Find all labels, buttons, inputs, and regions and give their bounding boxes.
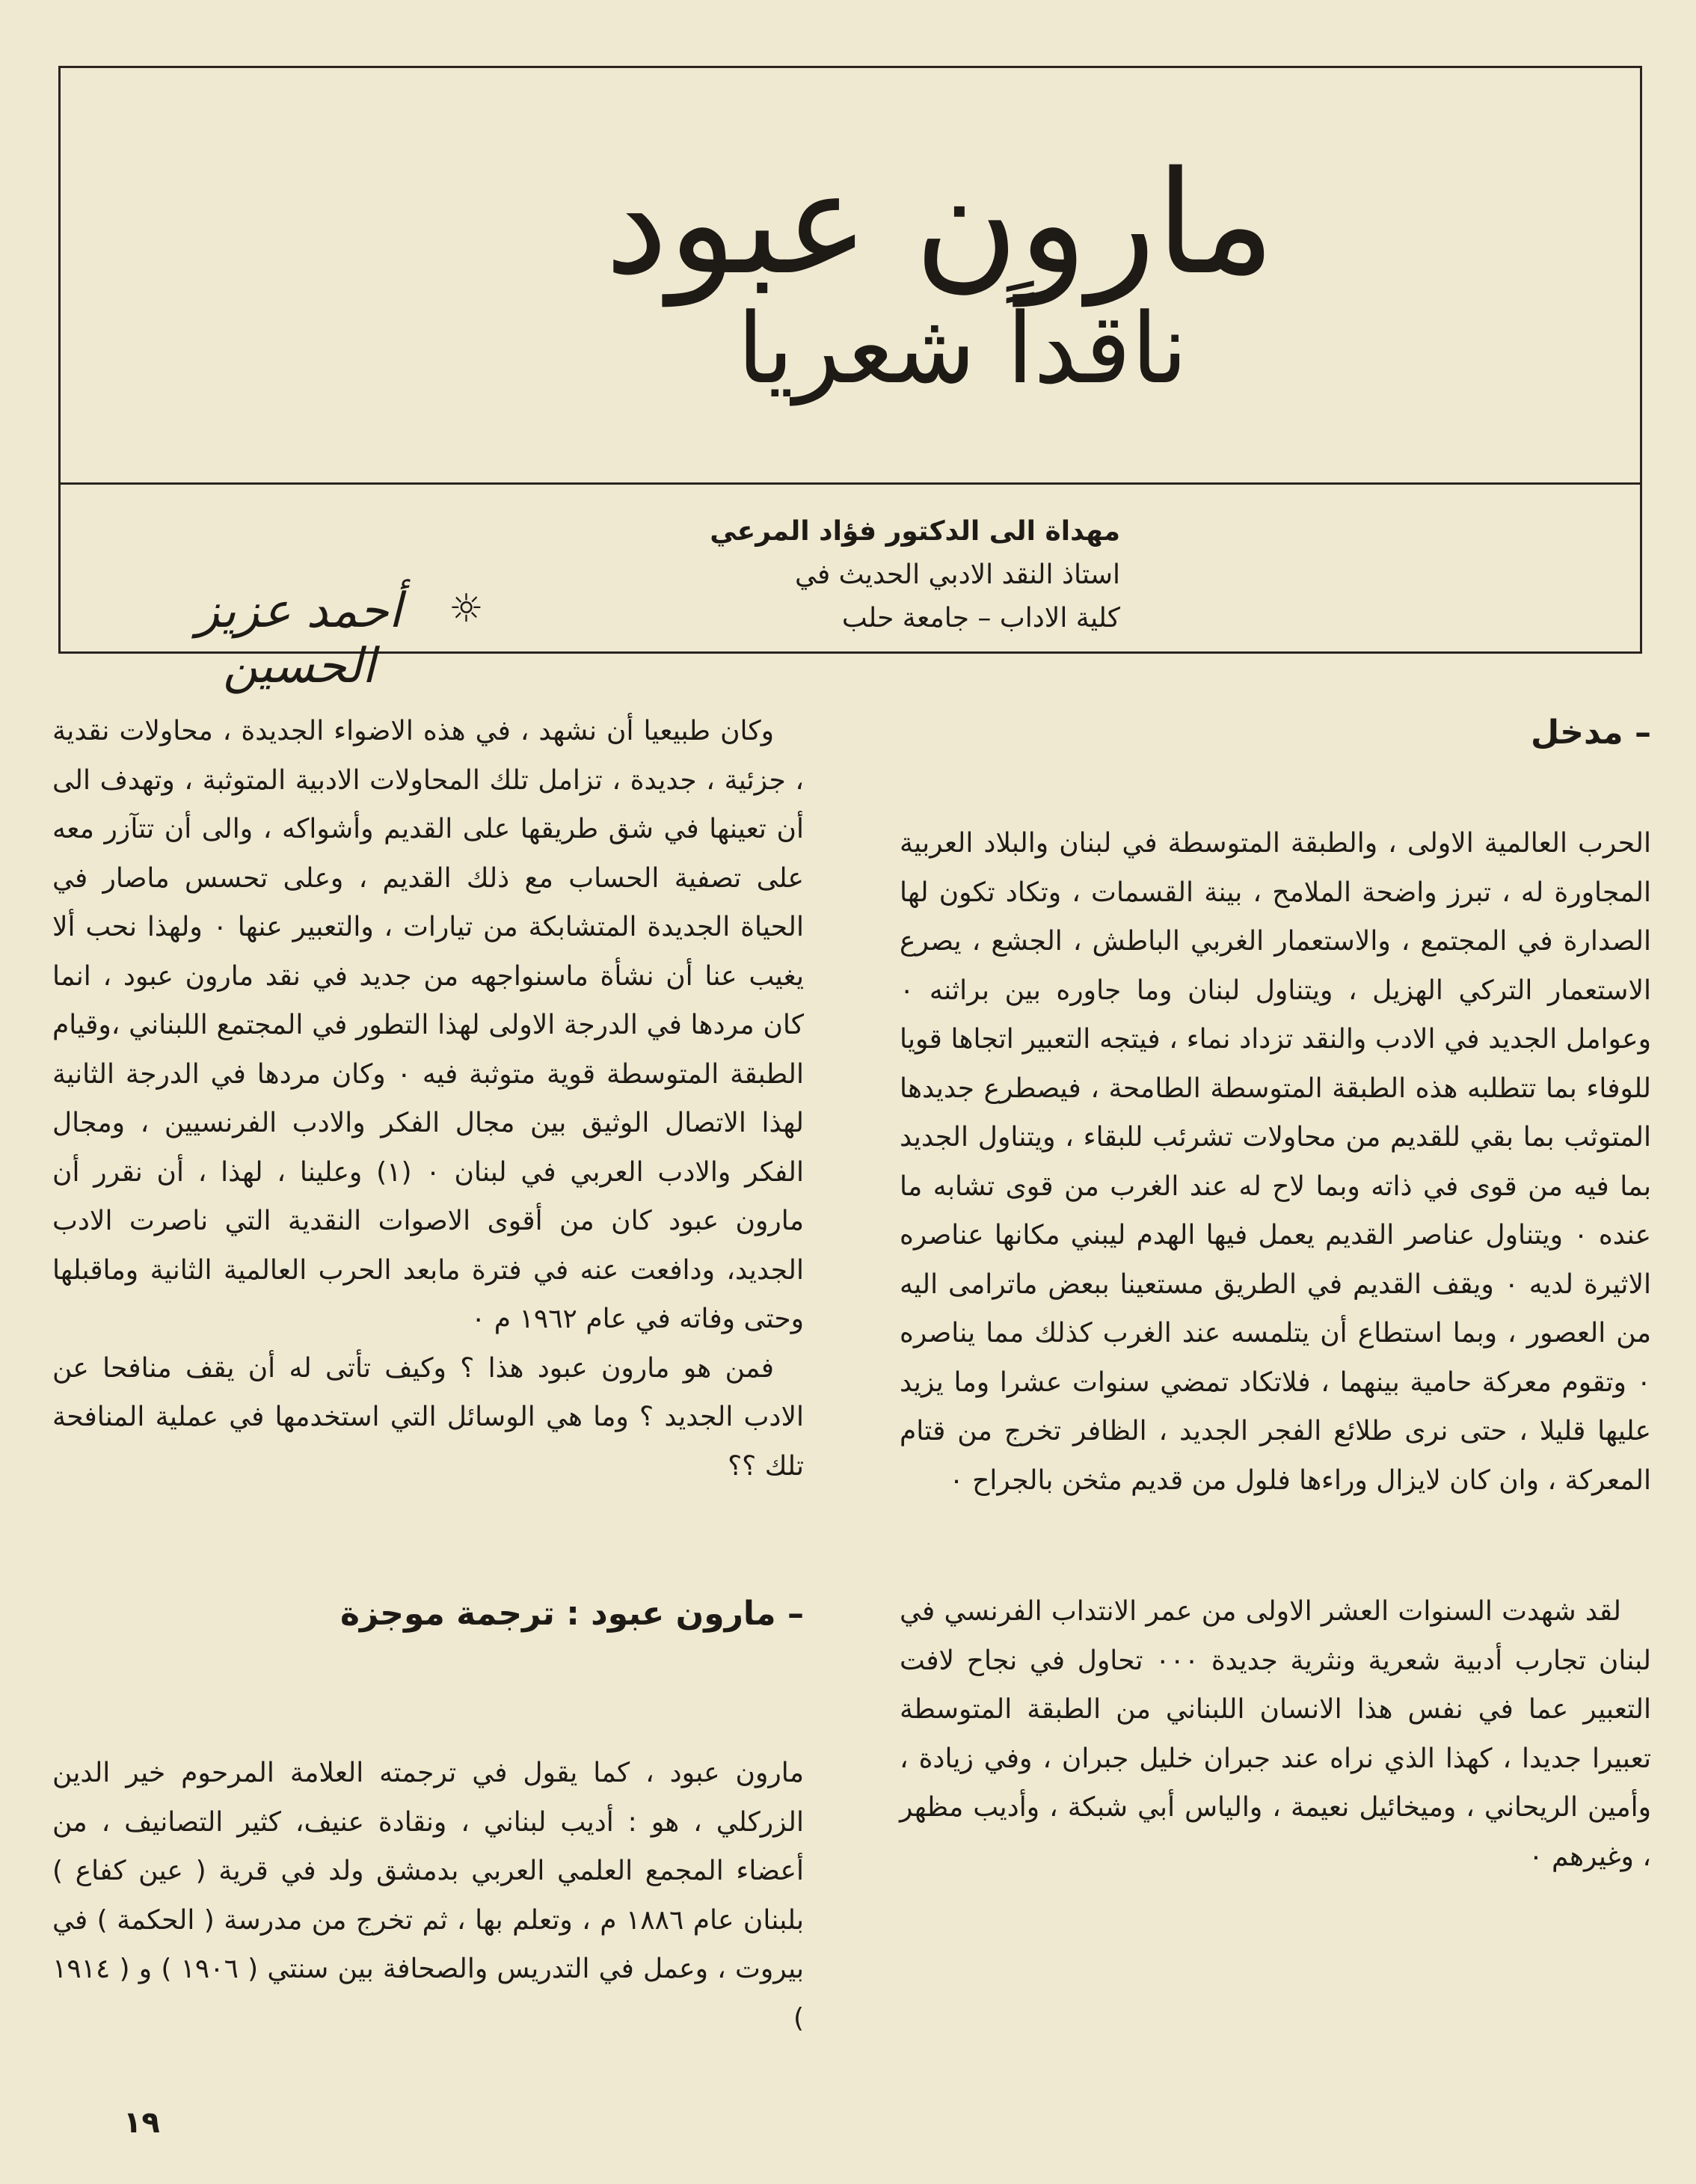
dedication-line: كلية الاداب – جامعة حلب: [841, 603, 1120, 634]
dedication-block: [597, 510, 1120, 640]
dedication-line: مهداة الى الدكتور فؤاد المرعي: [710, 516, 1120, 547]
title-block: [58, 66, 1642, 485]
section-heading-introduction: – مدخل: [1531, 714, 1651, 752]
article-subtitle: ناقداً شعريا: [737, 292, 1188, 405]
dedication-line: استاذ النقد الادبي الحديث في: [794, 559, 1120, 590]
right-column: [900, 707, 1651, 1881]
body-paragraph: فمن هو مارون عبود هذا ؟ وكيف تأتى له أن يقف منافحا عن الادب الجديد ؟ وما هي الوسائل التي استخدمها في عملية المنافحة تلك ؟؟: [52, 1352, 804, 1482]
body-paragraph: لقد شهدت السنوات العشر الاولى من عمر الانتداب الفرنسي في لبنان تجارب أدبية شعرية ونثرية جديدة ٠٠٠ تحاول في نجاح لافت التعبير عما في نفس هذا الانسان اللبناني من الطبقة المتوسطة تعبيرا جديدا ، كهذا الذي نراه عند جبران خليل جبران ، وفي زيادة ، وأمين الريحاني ، وميخائيل نعيمة ، والياس أبي شبكة ، وأديب مظهر ، وغيرهم ٠: [900, 1596, 1652, 1872]
left-column: [52, 707, 804, 2043]
article-title: مارون عبود: [604, 140, 1276, 306]
body-paragraph: الحرب العالمية الاولى ، والطبقة المتوسطة في لبنان والبلاد العربية المجاورة له ، تبرز واضحة الملامح ، بينة القسمات ، وتكاد تكون لها الصدارة في المجتمع ، والاستعمار الغربي الباطش ، الجشع ، يصرع الاستعمار التركي الهزيل ، ويتناول لبنان وما جاوره بين براثنه ٠ وعوامل الجديد في الادب والنقد تزداد نماء ، فيتجه التعبير اتجاها قويا للوفاء بما تتطلبه هذه الطبقة المتوسطة الطامحة ، فيصطرع جديدها المتوثب بما بقي للقديم من محاولات تشرئب للبقاء ، ويتناول الجديد بما فيه من قوى في ذاته وبما لاح له عند الغرب من قوى تشابه ما عنده ٠ ويتناول عناصر القديم يعمل فيها الهدم ليبني مكانها عناصره الاثيرة لديه ٠ ويقف القديم في الطريق مستعينا ببعض ماترامى اليه من العصور ، وبما استطاع أن يتلمسه عند الغرب كذلك مما يناصره ٠ وتقوم معركة حامية بينهما ، فلاتكاد تمضي سنوات عشرا وما يزيد عليها قليلا ، حتى نرى طلائع الفجر الجديد ، الظافر تخرج من قتام المعركة ، وان كان لايزال وراءها فلول من قديم مثخن بالجراح ٠: [900, 828, 1651, 1496]
star-ornament-icon: ☼: [449, 586, 484, 631]
section-heading-biography: – مارون عبود : ترجمة موجزة: [339, 1595, 804, 1633]
page-number: ١٩: [123, 2105, 160, 2140]
body-paragraph: مارون عبود ، كما يقول في ترجمته العلامة المرحوم خير الدين الزركلي ، هو : أديب لبناني ، ونقادة عنيف، كثير التصانيف ، من أعضاء المجمع العلمي العربي بدمشق ولد في قرية ( عين كفاع ) بلبنان عام ١٨٨٦ م ، وتعلم بها ، ثم تخرج من مدرسة ( الحكمة ) في بيروت ، وعمل في التدريس والصحافة بين سنتي ( ١٩٠٦ ) و ( ١٩١٤ ): [52, 1758, 805, 2034]
author-signature: أحمد عزيز الحسين: [196, 583, 402, 694]
body-paragraph: وكان طبيعيا أن نشهد ، في هذه الاضواء الجديدة ، محاولات نقدية ، جزئية ، جديدة ، تزامل تلك المحاولات الادبية المتوثبة ، وتهدف الى أن تعينها في شق طريقها على القديم وأشواكه ، والى أن تتآزر معه على تصفية الحساب مع ذلك القديم ، وعلى تحسس ماصار في الحياة الجديدة المتشابكة من تيارات ، والتعبير عنها ٠ ولهذا نحب ألا يغيب عنا أن نشأة ماسنواجهه من جديد في نقد مارون عبود ، انما كان مردها في الدرجة الاولى لهذا التطور في المجتمع اللبناني ،وقيام الطبقة المتوسطة قوية متوثبة فيه ٠ وكان مردها في الدرجة الثانية لهذا الاتصال الوثيق بين مجال الفكر والادب الفرنسيين ، ومجال الفكر والادب العربي في لبنان ٠ (١) وعلينا ، لهذا ، أن نقرر أن مارون عبود كان من أقوى الاصوات النقدية التي ناصرت الادب الجديد، ودافعت عنه في فترة مابعد الحرب العالمية الثانية وماقبلها وحتى وفاته في عام ١٩٦٢ م ٠: [52, 716, 804, 1334]
